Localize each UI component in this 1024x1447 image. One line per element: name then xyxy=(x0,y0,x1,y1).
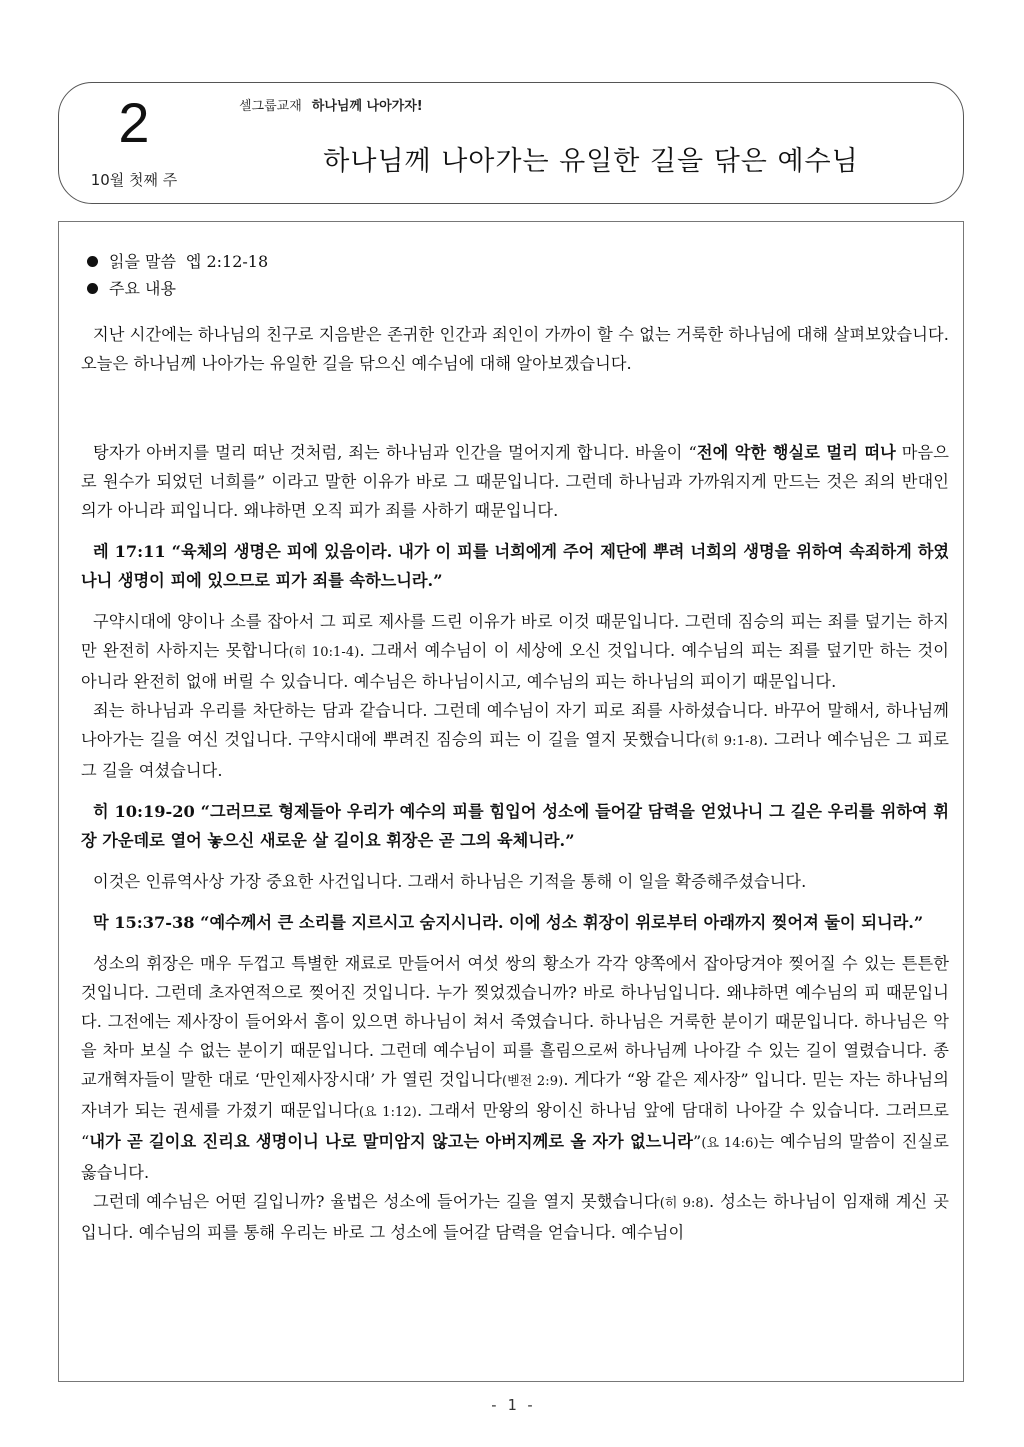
paragraph-wall xyxy=(81,696,949,785)
lesson-week: 10월 첫째 주 xyxy=(90,171,178,189)
summary-bullet xyxy=(81,275,949,302)
text: 는 예수님의 말씀이 진실로 옳습니다. xyxy=(81,1132,949,1182)
lesson-title: 하나님께 나아가는 유일한 길을 닦은 예수님 xyxy=(323,146,859,177)
summary-label: 주요 내용 xyxy=(109,279,176,298)
citation: (히 9:1-8) xyxy=(701,734,764,749)
paragraph-intro: 지난 시간에는 하나님의 친구로 지음받은 존귀한 인간과 죄인이 가까이 할 수 없는 거룩한 하나님에 대해 살펴보았습니다. 오늘은 하나님께 나아가는 유일한 길을 닦으신 예수님에 대해 알아보겠습니다. xyxy=(81,325,949,373)
reading-bullet xyxy=(81,248,949,275)
paragraph-veil xyxy=(81,949,949,1187)
citation: (벧전 2:9) xyxy=(501,1074,564,1089)
text: . 그래서 만왕의 왕이신 하나님 앞에 담대히 나아갈 수 있습니다. 그러므로 “ xyxy=(81,1101,949,1151)
reading-label: 읽을 말씀 xyxy=(109,252,176,271)
reading-ref: 엡 2:12-18 xyxy=(185,252,269,271)
verse-leviticus: 레 17:11 “육체의 생명은 피에 있음이라. 내가 이 피를 너희에게 주어 제단에 뿌려 너희의 생명을 위하여 속죄하게 하였나니 생명이 피에 있으므로 피가 죄를 속하느니라.” xyxy=(81,542,949,590)
lesson-number: 2 xyxy=(118,91,150,154)
paragraph-old-testament xyxy=(81,607,949,696)
paragraph-history: 이것은 인류역사상 가장 중요한 사건입니다. 그래서 하나님은 기적을 통해 이 일을 확증해주셨습니다. xyxy=(93,872,807,891)
content-box xyxy=(58,221,964,1382)
text: . 게다가 “왕 같은 제사장” 입니다. 믿는 자는 하나님의 자녀가 되는 권세를 가졌기 때문입니다 xyxy=(81,1070,950,1120)
text: 구약시대에 양이나 소를 잡아서 그 피로 제사를 드린 이유가 바로 이것 때문입니다. 그런데 짐승의 피는 죄를 덮기는 하지만 완전히 사하지는 못합니다 xyxy=(81,612,949,660)
series-line xyxy=(239,95,423,114)
text: 탕자가 아버지를 멀리 떠난 것처럼, 죄는 하나님과 인간을 멀어지게 합니다. 바울이 “ xyxy=(93,443,697,462)
page-number: - 1 - xyxy=(489,1396,535,1414)
series-label: 셀그룹교재 xyxy=(239,99,302,114)
text: 성소의 휘장은 매우 두껍고 특별한 재료로 만들어서 여섯 쌍의 황소가 각각 양쪽에서 잡아당겨야 찢어질 수 있는 튼튼한 것입니다. 그런데 초자연적으로 찢어진 것입니다. 누가 찢었겠습니까? 바로 하나님입니다. 왜냐하면 예수님의 피 때문입니다. 그전에는 제사장이 들어와서 흠이 있으면 하나님이 쳐서 죽였습니다. 하나님은 거룩한 분이기 때문입니다. 하나님은 악을 차마 보실 수 없는 분이기 때문입니다. 그런데 예수님이 피를 흘림으로써 하나님께 나아갈 수 있는 길이 열렸습니다. 종교개혁자들이 말한 대로 ‘만인제사장시대’ 가 열린 것입니다 xyxy=(81,954,949,1089)
emphasis: 전에 악한 행실로 멀리 떠나 xyxy=(696,443,896,462)
text: . 그래서 예수님이 이 세상에 오신 것입니다. 예수님의 피는 죄를 덮기만 하는 것이 아니라 완전히 없애 버릴 수 있습니다. 예수님은 하나님이시고, 예수님의 피는 하나님의 피이기 때문입니다. xyxy=(81,641,949,691)
text: 죄는 하나님과 우리를 차단하는 담과 같습니다. 그런데 예수님이 자기 피로 죄를 사하셨습니다. 바꾸어 말해서, 하나님께 나아가는 길을 여신 것입니다. 구약시대에 뿌려진 짐승의 피는 이 길을 열지 못했습니다 xyxy=(81,701,949,749)
bullet-dot-icon xyxy=(87,256,98,267)
paragraph-prodigal xyxy=(81,438,949,525)
text: 그런데 예수님은 어떤 길입니까? 율법은 성소에 들어가는 길을 열지 못했습니다 xyxy=(93,1192,660,1211)
text: ” xyxy=(692,1132,702,1151)
paragraph-the-way xyxy=(81,1187,949,1247)
text: . 그러나 예수님은 그 피로 그 길을 여셨습니다. xyxy=(81,730,949,780)
header-box xyxy=(58,82,964,204)
citation: (요 1:12) xyxy=(358,1105,417,1120)
citation: (요 14:6) xyxy=(701,1136,759,1151)
citation: (히 9:8) xyxy=(659,1196,709,1211)
series-name: 하나님께 나아가자! xyxy=(311,99,423,114)
content-inner xyxy=(81,248,949,1247)
citation: (히 10:1-4) xyxy=(288,645,360,660)
verse-hebrews: 히 10:19-20 “그러므로 형제들아 우리가 예수의 피를 힘입어 성소에 들어갈 담력을 얻었나니 그 길은 우리를 위하여 휘장 가운데로 열어 놓으신 새로운 살 길이요 휘장은 곧 그의 육체니라.” xyxy=(81,802,949,850)
emphasis: 내가 곧 길이요 진리요 생명이니 나로 말미암지 않고는 아버지께로 올 자가 없느니라 xyxy=(89,1132,693,1151)
verse-mark: 막 15:37-38 “예수께서 큰 소리를 지르시고 숨지시니라. 이에 성소 휘장이 위로부터 아래까지 찢어져 둘이 되니라.” xyxy=(93,913,924,932)
text: 마음으로 원수가 되었던 너희를” 이라고 말한 이유가 바로 그 때문입니다. 그런데 하나님과 가까워지게 만드는 것은 죄의 반대인 의가 아니라 피입니다. 왜냐하면 오직 피가 죄를 사하기 때문입니다. xyxy=(81,443,949,520)
text: . 성소는 하나님이 임재해 계신 곳입니다. 예수님의 피를 통해 우리는 바로 그 성소에 들어갈 담력을 얻습니다. 예수님이 xyxy=(81,1192,949,1242)
bullet-dot-icon xyxy=(87,283,98,294)
